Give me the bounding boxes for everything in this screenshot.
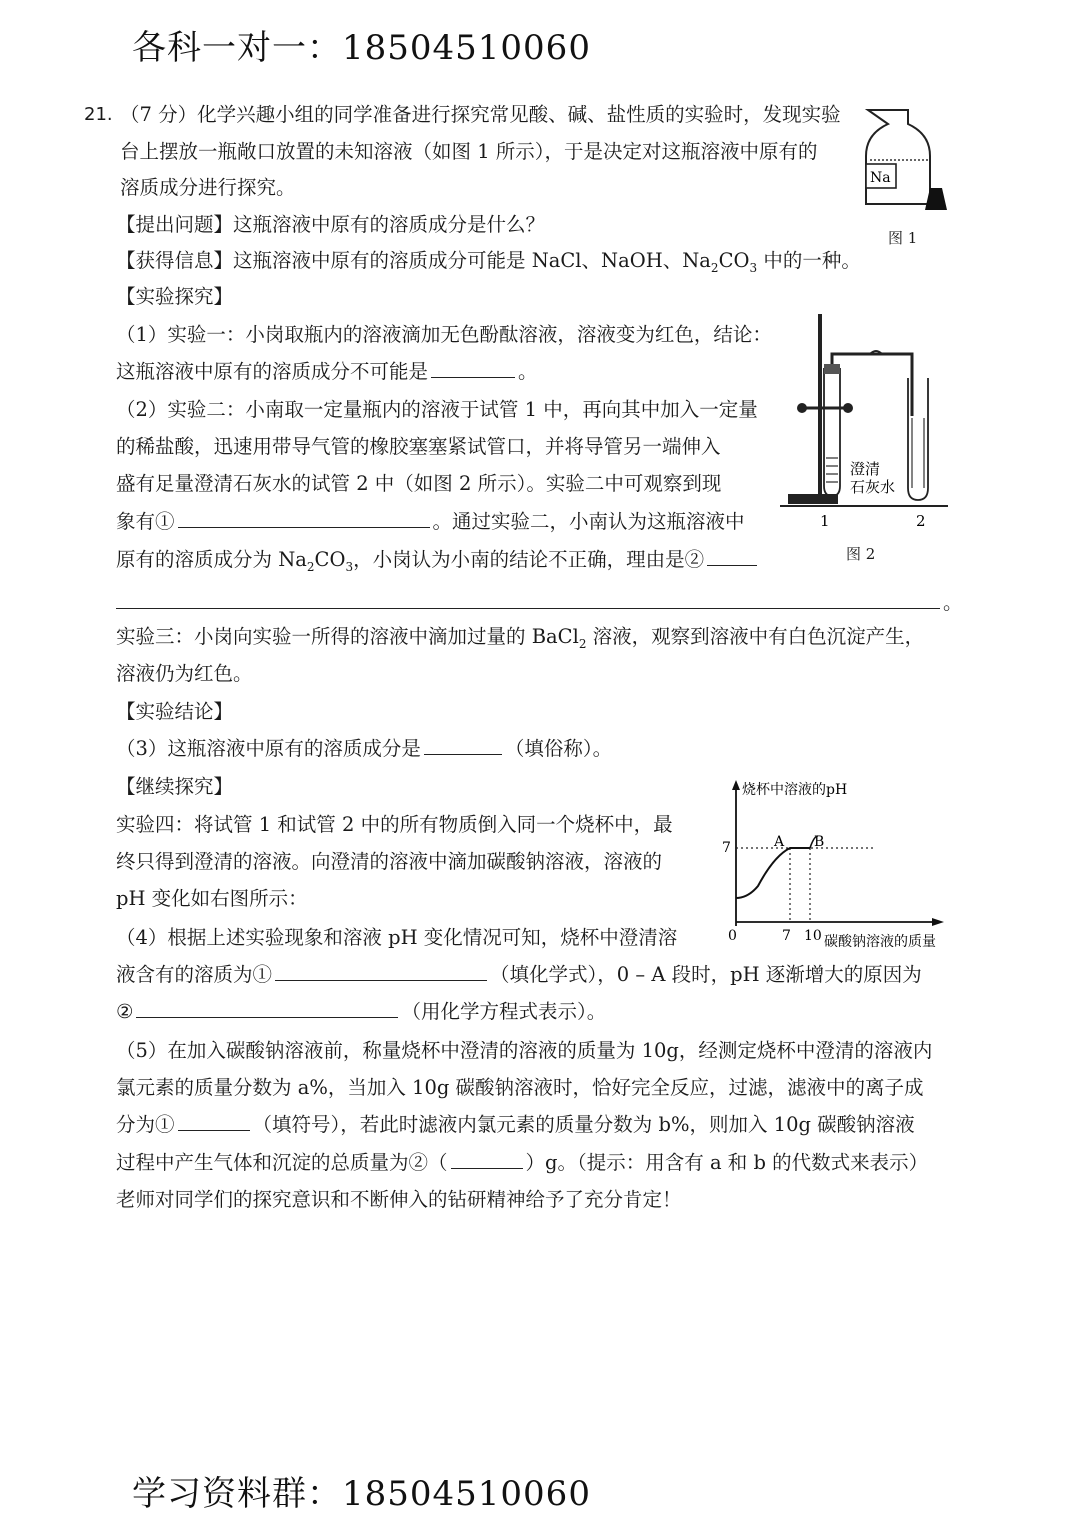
text-fragment: （用化学方程式表示）。: [401, 1000, 607, 1023]
text-fragment: （3）这瓶溶液中原有的溶质成分是: [116, 737, 421, 760]
subscript: 2: [710, 260, 719, 275]
text-line: [116, 736, 612, 762]
tube-2-label: 2: [916, 512, 926, 530]
reagent-label-line2: 石灰水: [850, 478, 896, 496]
figure-1-bottle: [850, 104, 950, 214]
text-line: [116, 509, 745, 535]
chart-xlabel: 碳酸钠溶液的质量: [824, 934, 936, 950]
text-fragment: ，小岗认为小南的结论不正确，理由是②: [353, 548, 705, 571]
bottle-label: Na: [870, 170, 891, 186]
text-line: [116, 962, 922, 988]
answer-blank[interactable]: [707, 547, 757, 566]
text-line: [116, 999, 606, 1025]
text-line: 实验四：将试管 1 和试管 2 中的所有物质倒入同一个烧杯中，最: [116, 813, 673, 836]
answer-blank[interactable]: [424, 736, 502, 755]
x-tick-10: 10: [804, 928, 822, 944]
section-heading: 【实验结论】: [116, 700, 234, 723]
figure-2-caption: 图 2: [846, 545, 876, 563]
text-line: 【提出问题】这瓶溶液中原有的溶质成分是什么？: [116, 213, 546, 236]
point-a-label: A: [774, 834, 785, 850]
text-fragment: ）g。（提示：用含有 a 和 b 的代数式来表示）: [525, 1151, 929, 1174]
text-fragment: 溶液，观察到溶液中有白色沉淀产生，: [586, 625, 925, 648]
text-fragment: 【获得信息】这瓶溶液中原有的溶质成分可能是 NaCl、NaOH、Na: [116, 249, 711, 272]
header-contact-banner: 各科一对一：18504510060: [132, 28, 591, 68]
text-line: 盛有足量澄清石灰水的试管 2 中（如图 2 所示）。实验二中可观察到现: [116, 472, 722, 495]
text-line: 氯元素的质量分数为 a%，当加入 10g 碳酸钠溶液时，恰好完全反应，过滤，滤液中的离子成: [116, 1076, 924, 1099]
x-axis-arrow: [932, 918, 944, 926]
text-line: （7 分）化学兴趣小组的同学准备进行探究常见酸、碱、盐性质的实验时，发现实验: [120, 103, 841, 126]
text-fragment: （填符号），若此时滤液内氯元素的质量分数为 b%，则加入 10g 碳酸钠溶液: [252, 1113, 915, 1136]
subscript: 2: [578, 636, 587, 651]
text-fragment: CO: [314, 548, 346, 571]
text-line: pH 变化如右图所示：: [116, 887, 308, 910]
text-fragment: 过程中产生气体和沉淀的总质量为②（: [116, 1151, 448, 1174]
answer-blank[interactable]: [116, 590, 940, 609]
text-line: [116, 359, 538, 385]
reagent-label-line1: 澄清: [850, 460, 881, 478]
answer-blank[interactable]: [178, 509, 430, 528]
text-line: 的稀盐酸，迅速用带导气管的橡胶塞塞紧试管口，并将导管另一端伸入: [116, 435, 721, 458]
text-fragment: （填化学式），0 – A 段时，pH 逐渐增大的原因为: [490, 963, 922, 986]
answer-blank[interactable]: [275, 962, 487, 981]
chart-ylabel: 烧杯中溶液的pH: [742, 782, 848, 798]
text-line: 溶质成分进行探究。: [120, 176, 296, 199]
text-line: （5）在加入碳酸钠溶液前，称量烧杯中澄清的溶液的质量为 10g，经测定烧杯中澄清的溶液内: [116, 1039, 933, 1062]
text-line: [116, 248, 861, 281]
text-line: （4）根据上述实验现象和溶液 pH 变化情况可知，烧杯中澄清溶: [116, 926, 678, 949]
text-fragment: 。: [518, 360, 538, 383]
text-fragment: 原有的溶质成分为 Na: [116, 548, 307, 571]
text-fragment: CO: [718, 249, 750, 272]
text-fragment: 。通过实验二，小南认为这瓶溶液中: [432, 510, 745, 533]
text-line: [116, 624, 924, 657]
footer-contact-banner: 学习资料群：18504510060: [132, 1474, 591, 1514]
tube-1-label: 1: [820, 512, 830, 530]
text-line: [116, 1112, 915, 1138]
text-fragment: 象有①: [116, 510, 175, 533]
text-fragment: 。: [943, 591, 963, 614]
text-fragment: 分为①: [116, 1113, 175, 1136]
subscript: 3: [345, 559, 354, 574]
text-fragment: 中的一种。: [757, 249, 861, 272]
subscript: 3: [749, 260, 758, 275]
x-tick-7: 7: [782, 928, 791, 944]
text-line: 台上摆放一瓶敞口放置的未知溶液（如图 1 所示），于是决定对这瓶溶液中原有的: [120, 140, 818, 163]
question-number: 21.: [84, 104, 113, 125]
answer-blank[interactable]: [178, 1112, 250, 1131]
ph-chart: [718, 776, 968, 952]
origin-label: 0: [728, 928, 737, 944]
y-axis-arrow: [732, 780, 740, 790]
text-fragment: ②: [116, 1000, 134, 1023]
figure-2-apparatus: [780, 308, 950, 538]
text-line: [116, 590, 963, 616]
text-line: 终只得到澄清的溶液。向澄清的溶液中滴加碳酸钠溶液，溶液的: [116, 850, 663, 873]
answer-blank[interactable]: [431, 359, 515, 378]
text-line: 老师对同学们的探究意识和不断伸入的钻研精神给予了充分肯定！: [116, 1188, 682, 1211]
text-fragment: 实验三：小岗向实验一所得的溶液中滴加过量的 BaCl: [116, 625, 579, 648]
text-line: （1）实验一：小岗取瓶内的溶液滴加无色酚酞溶液，溶液变为红色，结论：: [116, 323, 772, 346]
section-heading: 【实验探究】: [116, 285, 234, 308]
point-b-label: B: [814, 834, 825, 850]
ph-curve: [736, 848, 810, 898]
y-tick-7: 7: [722, 840, 731, 856]
answer-blank[interactable]: [136, 999, 398, 1018]
text-fragment: 液含有的溶质为①: [116, 963, 273, 986]
figure-1-caption: 图 1: [888, 229, 918, 247]
text-fragment: 这瓶溶液中原有的溶质成分不可能是: [116, 360, 429, 383]
text-line: （2）实验二：小南取一定量瓶内的溶液于试管 1 中，再向其中加入一定量: [116, 398, 758, 421]
answer-blank[interactable]: [451, 1150, 523, 1169]
subscript: 2: [306, 559, 315, 574]
text-fragment: （填俗称）。: [504, 737, 613, 760]
text-line: 溶液仍为红色。: [116, 662, 253, 685]
text-line: [116, 547, 760, 580]
section-heading: 【继续探究】: [116, 775, 234, 798]
text-line: [116, 1150, 928, 1176]
